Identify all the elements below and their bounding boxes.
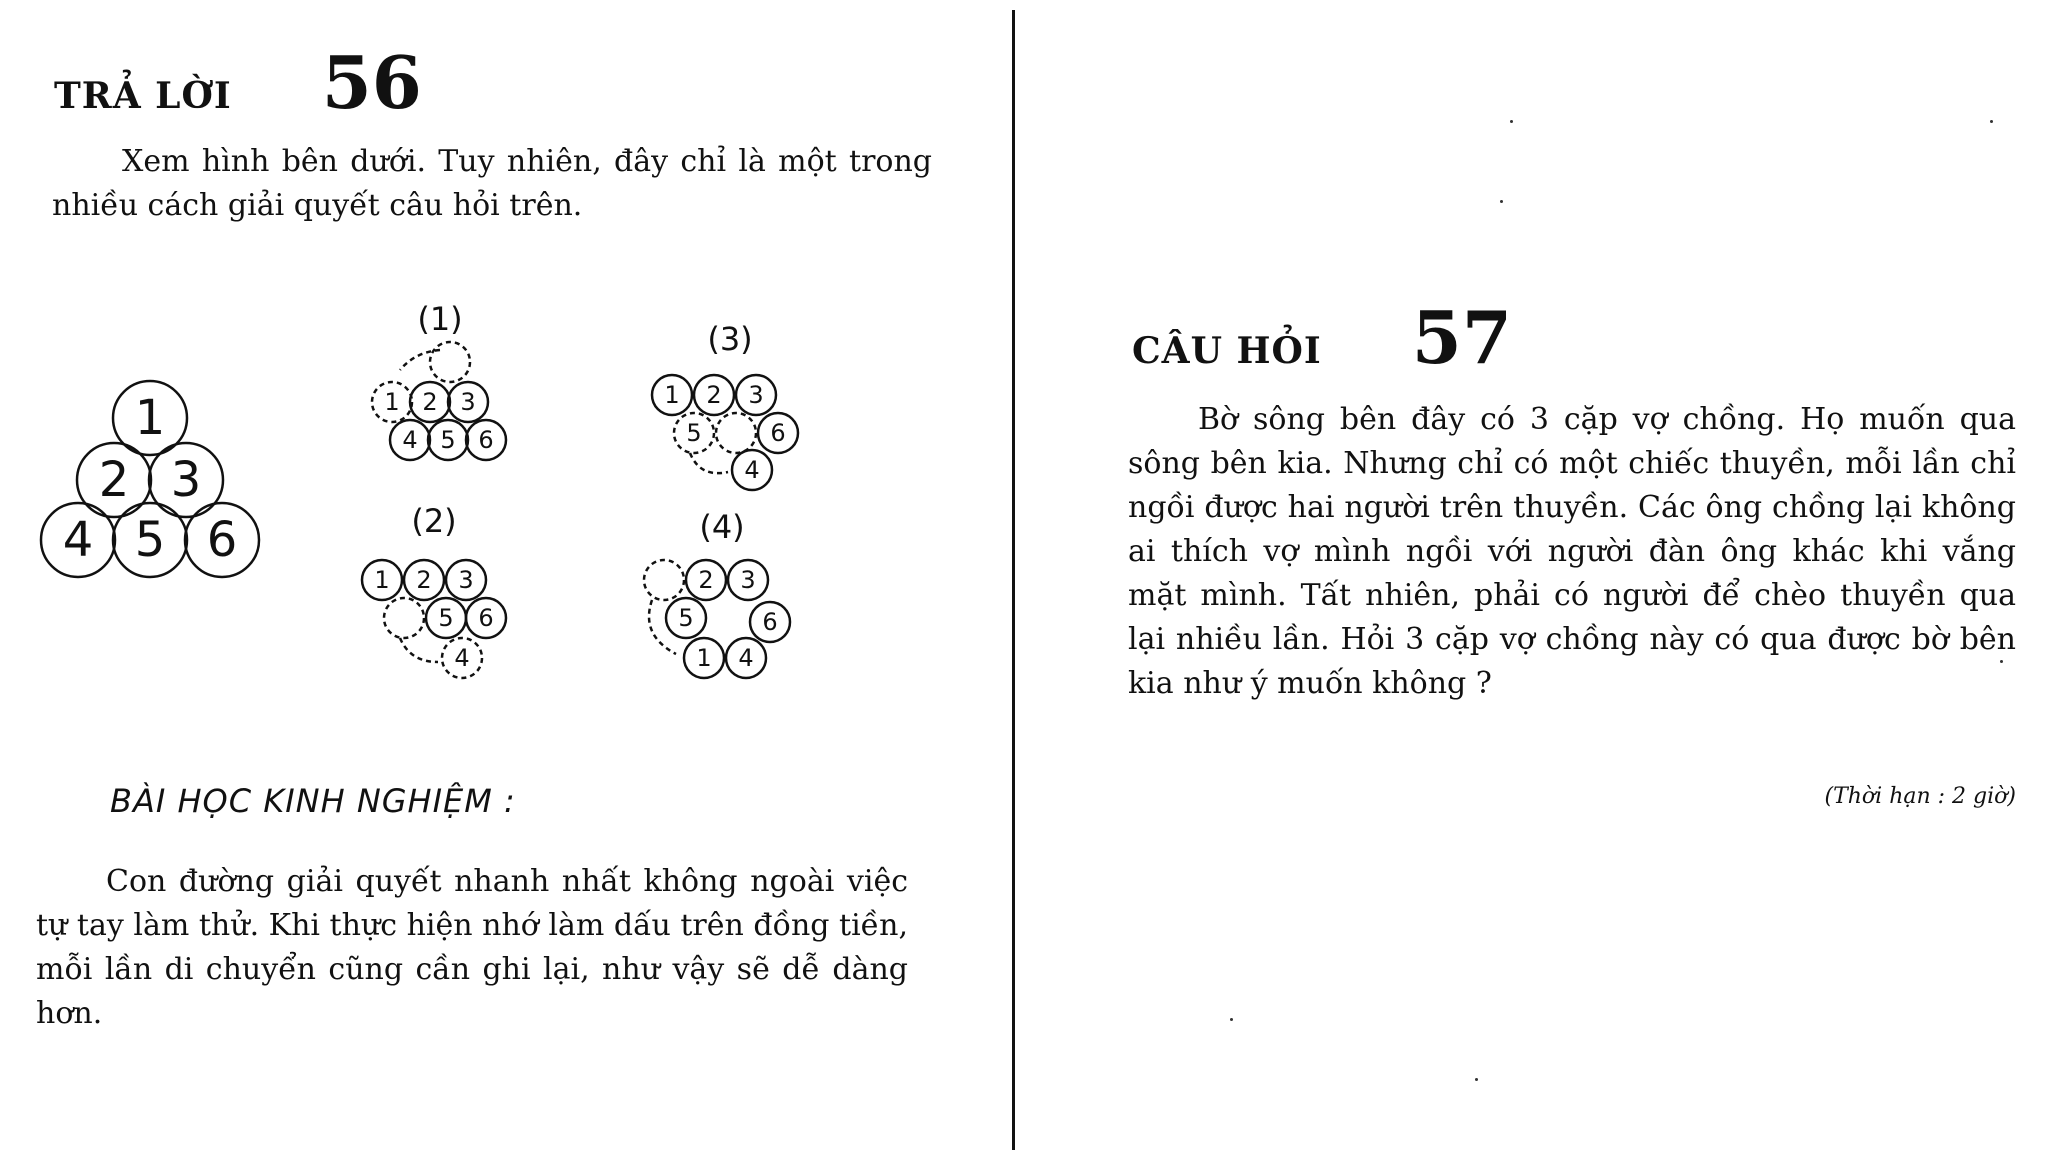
step1-ghost-coin (430, 342, 470, 382)
step4-label: (4) (699, 508, 745, 546)
question-text: Bờ sông bên đây có 3 cặp vợ chồng. Họ muốn qua sông bên kia. Nhưng chỉ có một chiếc thuyền, mỗi lần chỉ ngồi được hai người trên thuyền. Các ông chồng lại không ai thích vợ mình ngồi với người đàn ông khác khi vắng mặt mình. Tất nhiên, phải có người để chèo thuyền qua lại nhiều lần. Hỏi 3 cặp vợ chồng này có qua được bờ bên kia như ý muốn không ? (1128, 402, 2016, 701)
svg-text:1: 1 (384, 388, 400, 416)
svg-text:1: 1 (664, 381, 680, 409)
step3-label: (3) (707, 320, 753, 358)
time-limit-note: (Thời hạn : 2 giờ) (1824, 784, 2016, 809)
question-heading-number: 57 (1411, 295, 1512, 380)
answer-heading-number: 56 (321, 40, 422, 125)
main-coin-label-1: 1 (134, 390, 166, 446)
main-coin-label-5: 5 (134, 512, 166, 568)
svg-text:4: 4 (454, 644, 470, 672)
lesson-text: Con đường giải quyết nhanh nhất không ngoài việc tự tay làm thử. Khi thực hiện nhớ làm dấu trên đồng tiền, mỗi lần di chuyển cũng cần ghi lại, như vậy sẽ dễ dàng hơn. (36, 864, 908, 1031)
svg-text:2: 2 (698, 566, 714, 594)
left-page (0, 0, 1010, 1150)
svg-text:1: 1 (374, 566, 390, 594)
speck (1500, 200, 1503, 203)
answer-intro-text: Xem hình bên dưới. Tuy nhiên, đây chỉ là một trong nhiều cách giải quyết câu hỏi trên. (52, 144, 932, 223)
svg-text:2: 2 (416, 566, 432, 594)
coin-diagram (0, 290, 1000, 750)
answer-heading-label: TRẢ LỜI (54, 75, 232, 117)
main-coin-label-4: 4 (62, 512, 94, 568)
svg-text:1: 1 (696, 644, 712, 672)
svg-text:6: 6 (762, 608, 778, 636)
svg-text:2: 2 (422, 388, 438, 416)
svg-text:4: 4 (744, 456, 760, 484)
svg-text:5: 5 (438, 604, 454, 632)
svg-text:2: 2 (706, 381, 722, 409)
lesson-title: BÀI HỌC KINH NGHIỆM : (110, 782, 516, 820)
svg-text:6: 6 (770, 419, 786, 447)
question-heading (1132, 295, 1512, 380)
speck (2000, 660, 2003, 663)
step4-ghost-coin (644, 560, 684, 600)
step2-ghost-coin (384, 598, 424, 638)
svg-text:3: 3 (458, 566, 474, 594)
speck (1510, 120, 1513, 123)
step2-label: (2) (411, 502, 457, 540)
main-coin-label-6: 6 (206, 512, 238, 568)
step3-ghost-coin (716, 413, 756, 453)
main-coin-label-2: 2 (98, 452, 130, 508)
right-page (1020, 0, 2048, 1150)
svg-text:5: 5 (686, 419, 702, 447)
svg-text:3: 3 (748, 381, 764, 409)
step1-label: (1) (417, 300, 463, 338)
svg-text:5: 5 (440, 426, 456, 454)
answer-heading (54, 40, 422, 125)
question-heading-label: CÂU HỎI (1132, 330, 1322, 372)
svg-text:3: 3 (460, 388, 476, 416)
svg-text:3: 3 (740, 566, 756, 594)
main-coin-label-3: 3 (170, 452, 202, 508)
page-divider (1012, 10, 1015, 1150)
speck (1230, 1018, 1233, 1021)
svg-text:6: 6 (478, 604, 494, 632)
svg-text:4: 4 (738, 644, 754, 672)
svg-text:4: 4 (402, 426, 418, 454)
speck (1475, 1078, 1478, 1081)
svg-text:6: 6 (478, 426, 494, 454)
svg-text:5: 5 (678, 604, 694, 632)
speck (1990, 120, 1993, 123)
